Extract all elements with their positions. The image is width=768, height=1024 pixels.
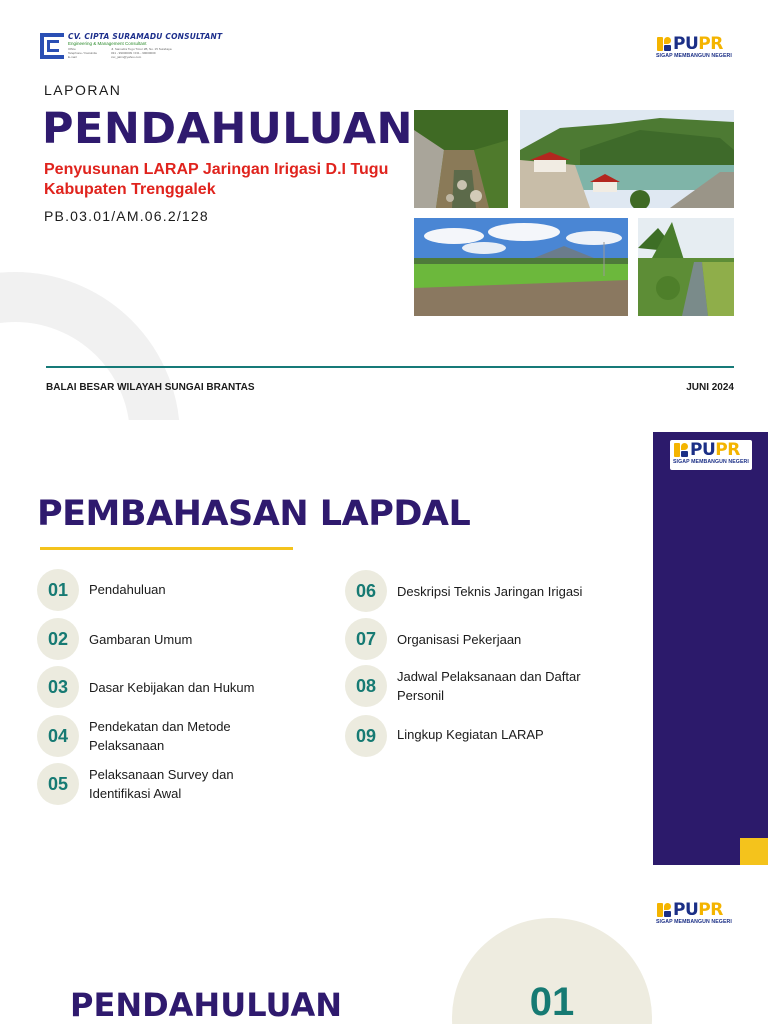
toc-item[interactable] (37, 715, 279, 757)
toc-item-number: 08 (345, 665, 387, 707)
pupr-emblem-icon (656, 36, 672, 52)
pupr-word: PU (673, 900, 699, 920)
report-date: JUNI 2024 (686, 382, 734, 393)
pupr-tagline: SIGAP MEMBANGUN NEGERI (656, 53, 732, 59)
organization-name: BALAI BESAR WILAYAH SUNGAI BRANTAS (46, 382, 255, 393)
pupr-tagline: SIGAP MEMBANGUN NEGERI (673, 459, 749, 465)
toc-item[interactable] (37, 763, 279, 805)
toc-title: PEMBAHASAN LAPDAL (37, 494, 471, 534)
document-code: PB.03.01/AM.06.2/128 (44, 208, 209, 224)
toc-item-label: Pendekatan dan Metode Pelaksanaan (89, 719, 231, 753)
toc-item-label: Deskripsi Teknis Jaringan Irigasi (397, 583, 583, 599)
reservoir-photo (520, 110, 734, 208)
pupr-tagline: SIGAP MEMBANGUN NEGERI (656, 919, 732, 925)
consultant-info: 031 - 99000009 / 031 - 99000009 (111, 51, 156, 55)
toc-item-label: Pendahuluan (89, 581, 166, 597)
cover-divider (46, 366, 734, 368)
report-subtitle: Penyusunan LARAP Jaringan Irigasi D.I Tugu Kabupaten Trenggalek (44, 161, 389, 198)
toc-item[interactable] (345, 715, 607, 757)
report-title: PENDAHULUAN (42, 104, 413, 154)
toc-item-label: Jadwal Pelaksanaan dan Daftar Personil (397, 669, 581, 703)
toc-item[interactable] (37, 618, 299, 660)
pupr-word: PU (690, 440, 716, 460)
pupr-logo (673, 442, 749, 465)
toc-item[interactable] (345, 665, 617, 707)
consultant-subtitle: Engineering & Management Consultant (68, 41, 147, 46)
toc-item-number: 09 (345, 715, 387, 757)
toc-item-number: 05 (37, 763, 79, 805)
pupr-emblem-icon (673, 442, 689, 458)
toc-item-number: 01 (37, 569, 79, 611)
toc-item-label: Organisasi Pekerjaan (397, 631, 522, 647)
consultant-info: Telephone / Facsimile (68, 51, 98, 55)
toc-item-label: Gambaran Umum (89, 631, 193, 647)
toc-title-underline (40, 547, 293, 550)
consultant-info: csc_jatim@yahoo.com (111, 55, 142, 59)
toc-item-label: Dasar Kebijakan dan Hukum (89, 679, 255, 695)
pupr-logo (656, 36, 732, 59)
pupr-word: PU (673, 34, 699, 54)
toc-slide (0, 432, 768, 872)
pupr-logo (656, 902, 732, 925)
consultant-info: Jl. Samudra Tugu Timur 2B, No. 15 Surabaya (111, 47, 172, 51)
toc-item[interactable] (37, 666, 299, 708)
consultant-logo-icon (40, 33, 64, 59)
irrigation-channel-photo (638, 218, 734, 316)
side-band (653, 432, 768, 865)
toc-item-number: 06 (345, 570, 387, 612)
pupr-word: PR (698, 900, 723, 920)
pupr-emblem-icon (656, 902, 672, 918)
accent-square (740, 838, 768, 865)
toc-item-label: Lingkup Kegiatan LARAP (397, 726, 544, 742)
canal-photo (414, 110, 508, 208)
consultant-logo (40, 32, 222, 59)
report-label: LAPORAN (44, 82, 122, 98)
section-slide (0, 884, 768, 1024)
consultant-info: E-mail (68, 55, 77, 59)
toc-item[interactable] (345, 618, 607, 660)
pupr-word: PR (715, 440, 740, 460)
consultant-info: Office (68, 47, 76, 51)
section-title: PENDAHULUAN (70, 986, 342, 1024)
section-number: 01 (529, 980, 575, 1024)
toc-item-number: 03 (37, 666, 79, 708)
rice-field-photo (414, 218, 628, 316)
toc-item-label: Pelaksanaan Survey dan Identifikasi Awal (89, 767, 234, 801)
cover-slide (0, 0, 768, 420)
pupr-word: PR (698, 34, 723, 54)
decorative-arc (0, 272, 180, 420)
toc-item-number: 02 (37, 618, 79, 660)
toc-item[interactable] (37, 569, 299, 611)
consultant-name: CV. CIPTA SURAMADU CONSULTANT (68, 32, 223, 41)
toc-item-number: 07 (345, 618, 387, 660)
toc-item[interactable] (345, 570, 637, 612)
toc-item-number: 04 (37, 715, 79, 757)
